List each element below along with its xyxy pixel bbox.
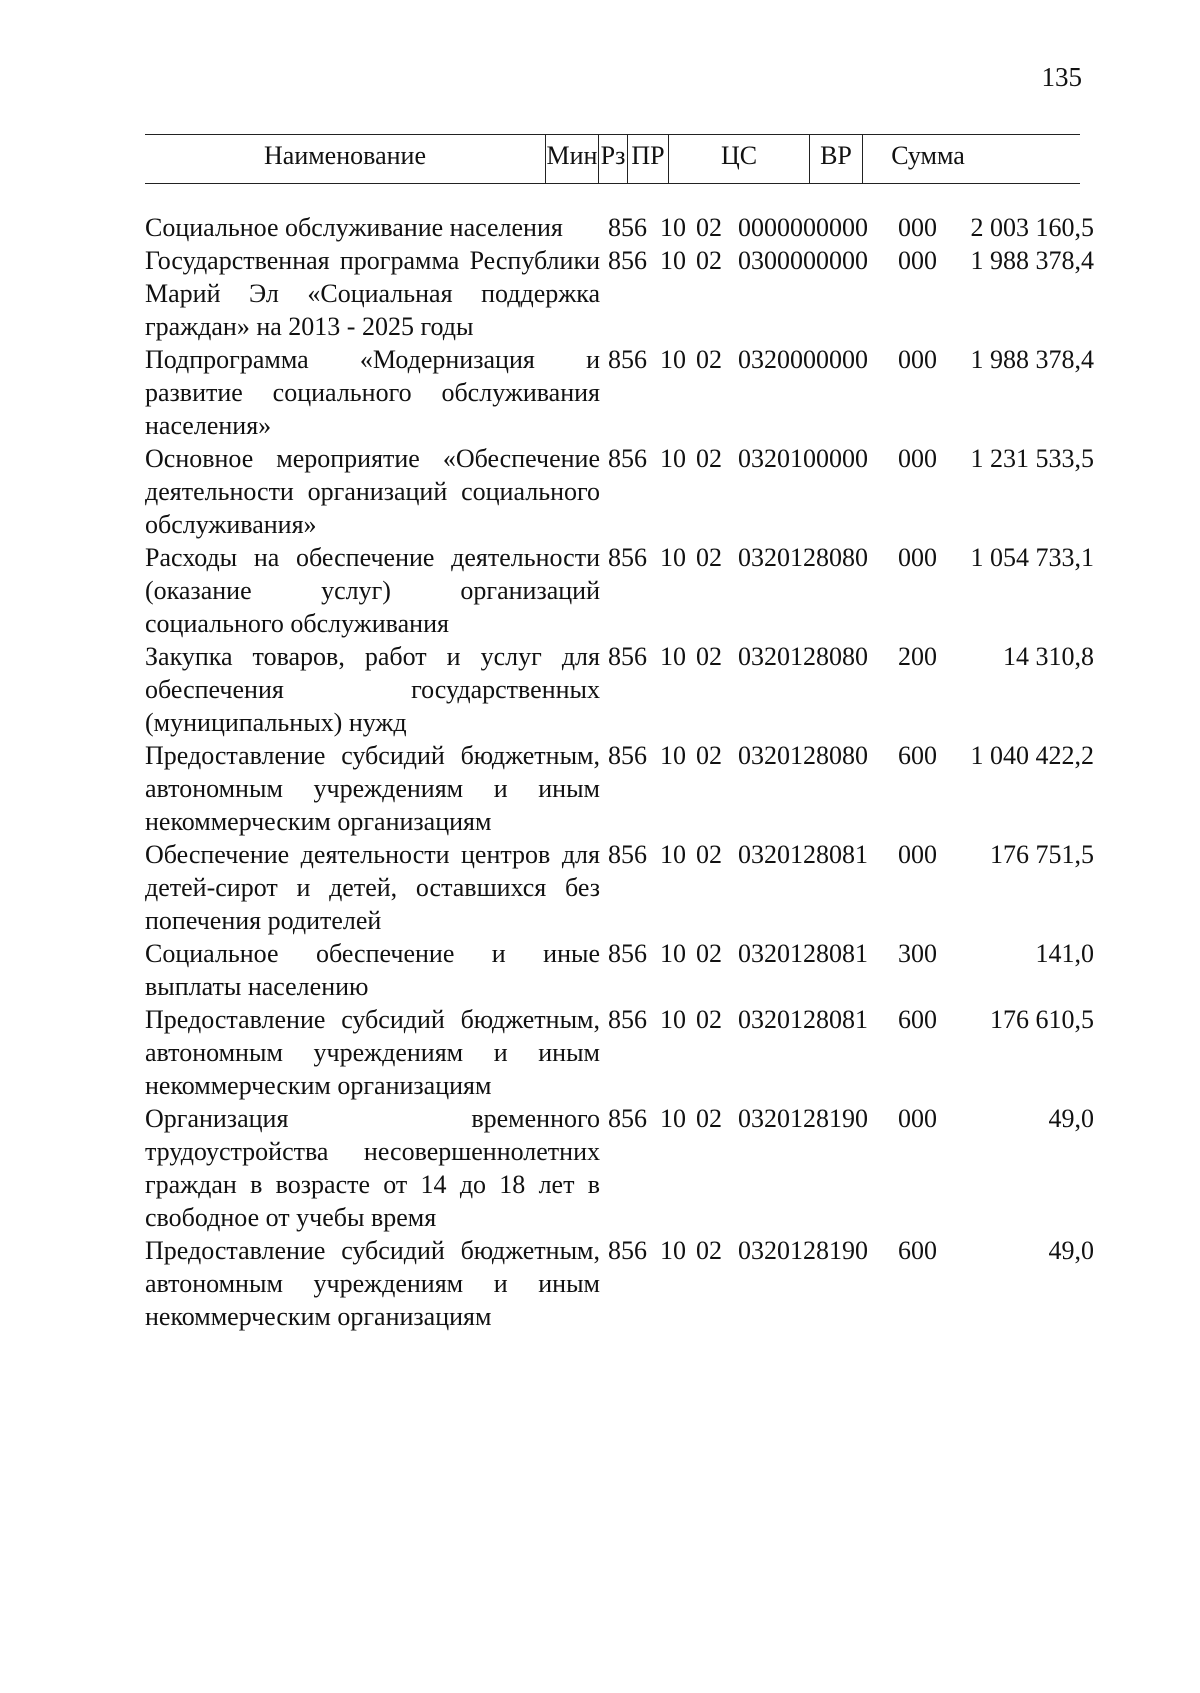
table-body bbox=[145, 211, 1095, 1333]
row-rz: 10 bbox=[660, 939, 686, 968]
header-rz: Рз bbox=[600, 141, 626, 170]
row-sum: 1 231 533,5 bbox=[970, 444, 1094, 473]
row-codes bbox=[600, 1003, 1094, 1102]
row-min: 856 bbox=[608, 642, 647, 671]
row-vr: 000 bbox=[898, 543, 937, 572]
row-sum: 2 003 160,5 bbox=[970, 213, 1094, 242]
row-name: Предоставление субсидий бюджетным, автономным учреждениям и иным некоммерческим организациям bbox=[145, 1236, 600, 1331]
row-rz: 10 bbox=[660, 741, 686, 770]
row-pr: 02 bbox=[696, 213, 722, 242]
table-row bbox=[145, 1102, 1095, 1234]
table-row bbox=[145, 1234, 1095, 1333]
row-min: 856 bbox=[608, 1005, 647, 1034]
row-sum: 14 310,8 bbox=[1003, 642, 1094, 671]
row-codes bbox=[600, 640, 1094, 739]
row-sum: 1 988 378,4 bbox=[970, 345, 1094, 374]
row-pr: 02 bbox=[696, 939, 722, 968]
row-sum: 1 040 422,2 bbox=[970, 741, 1094, 770]
header-min: Мин bbox=[546, 141, 598, 170]
row-name: Обеспечение деятельности центров для детей-сирот и детей, оставшихся без попечения родителей bbox=[145, 840, 600, 935]
row-codes bbox=[600, 739, 1094, 838]
row-name: Государственная программа Республики Марий Эл «Социальная поддержка граждан» на 2013 - 2025 годы bbox=[145, 246, 600, 341]
row-pr: 02 bbox=[696, 1005, 722, 1034]
row-vr: 600 bbox=[898, 1005, 937, 1034]
table-row bbox=[145, 442, 1095, 541]
row-vr: 000 bbox=[898, 444, 937, 473]
row-min: 856 bbox=[608, 345, 647, 374]
row-pr: 02 bbox=[696, 1104, 722, 1133]
row-sum: 49,0 bbox=[1048, 1104, 1094, 1133]
row-vr: 000 bbox=[898, 345, 937, 374]
row-pr: 02 bbox=[696, 444, 722, 473]
row-pr: 02 bbox=[696, 741, 722, 770]
row-codes bbox=[600, 244, 1094, 343]
row-codes bbox=[600, 838, 1094, 937]
row-sum: 176 751,5 bbox=[990, 840, 1094, 869]
row-name: Организация временного трудоустройства несовершеннолетних граждан в возрасте от 14 до 18 лет в свободное от учебы время bbox=[145, 1104, 600, 1232]
row-codes bbox=[600, 1102, 1094, 1234]
row-pr: 02 bbox=[696, 1236, 722, 1265]
row-rz: 10 bbox=[660, 1005, 686, 1034]
row-vr: 300 bbox=[898, 939, 937, 968]
row-codes bbox=[600, 343, 1094, 442]
row-rz: 10 bbox=[660, 213, 686, 242]
table-row bbox=[145, 211, 1095, 244]
table-row bbox=[145, 937, 1095, 1003]
row-cs: 0000000000 bbox=[738, 213, 868, 242]
row-cs: 0320128190 bbox=[738, 1236, 868, 1265]
table-row bbox=[145, 244, 1095, 343]
header-pr: ПР bbox=[631, 141, 665, 170]
row-vr: 000 bbox=[898, 213, 937, 242]
row-min: 856 bbox=[608, 1104, 647, 1133]
row-vr: 000 bbox=[898, 246, 937, 275]
row-rz: 10 bbox=[660, 246, 686, 275]
row-sum: 176 610,5 bbox=[990, 1005, 1094, 1034]
row-cs: 0300000000 bbox=[738, 246, 868, 275]
row-min: 856 bbox=[608, 543, 647, 572]
row-pr: 02 bbox=[696, 840, 722, 869]
row-name: Основное мероприятие «Обеспечение деятельности организаций социального обслуживания» bbox=[145, 444, 600, 539]
row-vr: 600 bbox=[898, 1236, 937, 1265]
table-row bbox=[145, 1003, 1095, 1102]
row-rz: 10 bbox=[660, 642, 686, 671]
row-cs: 0320000000 bbox=[738, 345, 868, 374]
row-min: 856 bbox=[608, 939, 647, 968]
row-name: Расходы на обеспечение деятельности (оказание услуг) организаций социального обслуживания bbox=[145, 543, 600, 638]
row-rz: 10 bbox=[660, 1236, 686, 1265]
header-name: Наименование bbox=[264, 141, 426, 170]
row-name: Предоставление субсидий бюджетным, автономным учреждениям и иным некоммерческим организациям bbox=[145, 741, 600, 836]
table-row bbox=[145, 838, 1095, 937]
table-row bbox=[145, 541, 1095, 640]
row-cs: 0320128080 bbox=[738, 543, 868, 572]
row-min: 856 bbox=[608, 213, 647, 242]
table-row bbox=[145, 739, 1095, 838]
row-name: Социальное обслуживание населения bbox=[145, 213, 563, 242]
row-name: Подпрограмма «Модернизация и развитие социального обслуживания населения» bbox=[145, 345, 600, 440]
row-name: Предоставление субсидий бюджетным, автономным учреждениям и иным некоммерческим организациям bbox=[145, 1005, 600, 1100]
row-vr: 000 bbox=[898, 1104, 937, 1133]
row-rz: 10 bbox=[660, 1104, 686, 1133]
row-cs: 0320128081 bbox=[738, 939, 868, 968]
row-cs: 0320128080 bbox=[738, 642, 868, 671]
row-codes bbox=[600, 541, 1094, 640]
row-cs: 0320100000 bbox=[738, 444, 868, 473]
header-sum: Сумма bbox=[891, 141, 965, 170]
row-name: Социальное обеспечение и иные выплаты населению bbox=[145, 939, 600, 1001]
row-rz: 10 bbox=[660, 543, 686, 572]
row-pr: 02 bbox=[696, 642, 722, 671]
row-rz: 10 bbox=[660, 840, 686, 869]
row-min: 856 bbox=[608, 444, 647, 473]
table-row bbox=[145, 343, 1095, 442]
page-number: 135 bbox=[1041, 62, 1082, 92]
row-codes bbox=[600, 442, 1094, 541]
row-sum: 1 054 733,1 bbox=[970, 543, 1094, 572]
row-sum: 141,0 bbox=[1035, 939, 1094, 968]
row-rz: 10 bbox=[660, 345, 686, 374]
row-codes bbox=[600, 937, 1094, 1003]
row-min: 856 bbox=[608, 840, 647, 869]
row-cs: 0320128081 bbox=[738, 840, 868, 869]
row-rz: 10 bbox=[660, 444, 686, 473]
row-cs: 0320128081 bbox=[738, 1005, 868, 1034]
row-codes bbox=[600, 211, 1094, 244]
header-vr: ВР bbox=[820, 141, 852, 170]
table-header bbox=[145, 134, 1080, 184]
row-codes bbox=[600, 1234, 1094, 1333]
row-min: 856 bbox=[608, 1236, 647, 1265]
row-cs: 0320128190 bbox=[738, 1104, 868, 1133]
row-min: 856 bbox=[608, 741, 647, 770]
table-row bbox=[145, 640, 1095, 739]
row-pr: 02 bbox=[696, 246, 722, 275]
row-sum: 49,0 bbox=[1048, 1236, 1094, 1265]
row-pr: 02 bbox=[696, 543, 722, 572]
row-cs: 0320128080 bbox=[738, 741, 868, 770]
row-pr: 02 bbox=[696, 345, 722, 374]
row-vr: 600 bbox=[898, 741, 937, 770]
row-name: Закупка товаров, работ и услуг для обеспечения государственных (муниципальных) нужд bbox=[145, 642, 600, 737]
row-min: 856 bbox=[608, 246, 647, 275]
row-vr: 200 bbox=[898, 642, 937, 671]
header-cs: ЦС bbox=[720, 141, 758, 170]
row-sum: 1 988 378,4 bbox=[970, 246, 1094, 275]
row-vr: 000 bbox=[898, 840, 937, 869]
